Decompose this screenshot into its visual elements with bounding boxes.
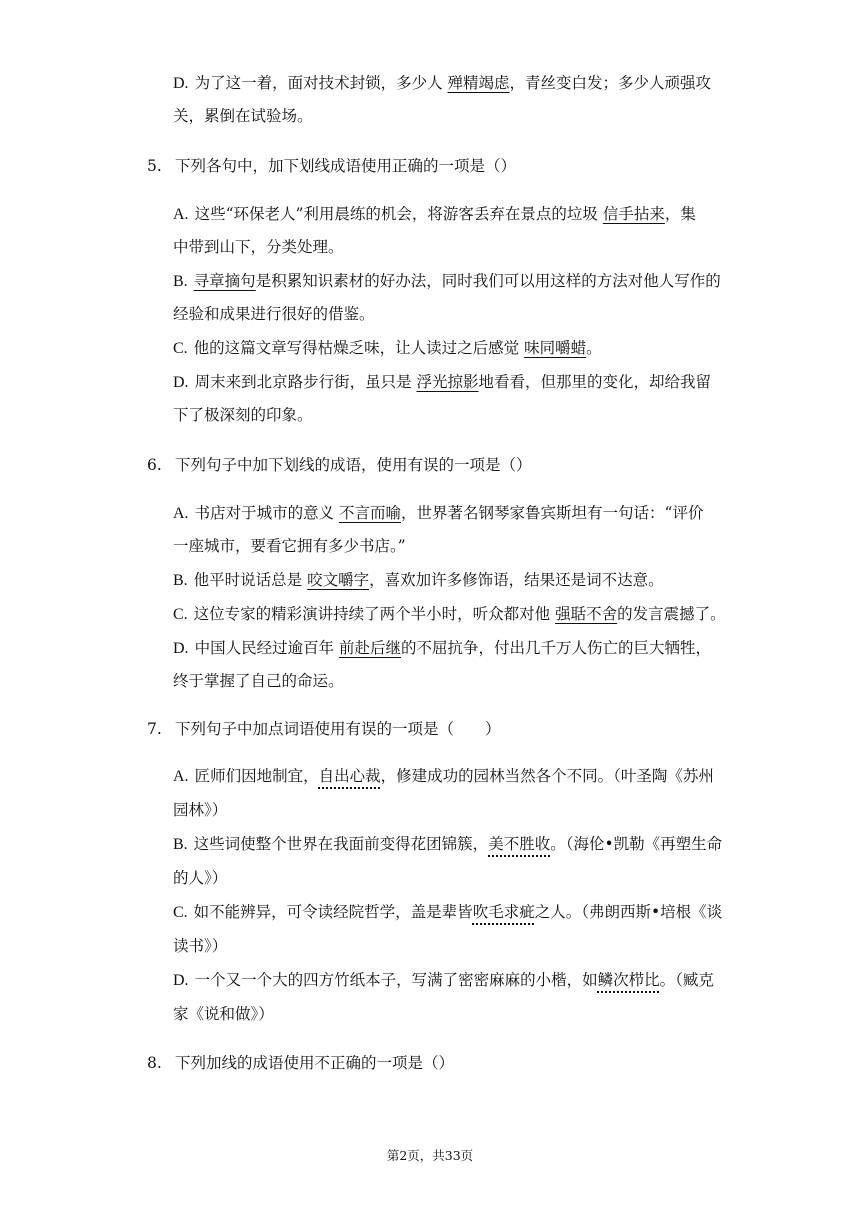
question-number: 5.	[147, 157, 162, 175]
option-label: C.	[173, 340, 188, 357]
q4-option-d-continued: 关，累倒在试验场。	[173, 107, 313, 125]
option-label: A.	[173, 768, 189, 785]
q6-option-b[interactable]: B. 他平时说话总是 咬文嚼字，喜欢加许多修饰语，结果还是词不达意。	[173, 571, 664, 589]
option-label: D.	[173, 972, 189, 989]
q7-option-d[interactable]: D. 一个又一个大的四方竹纸本子，写满了密密麻麻的小楷，如鳞次栉比。（臧克	[173, 971, 714, 989]
question-text: 下列各句中，加下划线成语使用正确的一项是（）	[175, 157, 517, 175]
underlined-idiom: 味同嚼蜡	[524, 339, 587, 357]
q6-option-a-continued: 一座城市，要看它拥有多少书店。”	[173, 537, 406, 555]
underlined-idiom: 浮光掠影	[416, 373, 479, 391]
q6-option-c[interactable]: C. 这位专家的精彩演讲持续了两个半小时，听众都对他 强聒不舍的发言震撼了。	[173, 605, 726, 623]
q7-option-b[interactable]: B. 这些词使整个世界在我面前变得花团锦簇，美不胜收。（海伦•凯勒《再塑生命	[173, 835, 723, 853]
option-label: A.	[173, 505, 189, 522]
q7-option-b-continued: 的人》）	[173, 869, 228, 887]
dotted-phrase: 美不胜收	[488, 835, 551, 853]
option-label: C.	[173, 904, 188, 921]
q6-option-a[interactable]: A. 书店对于城市的意义 不言而喻，世界著名钢琴家鲁宾斯坦有一句话：“评价	[173, 504, 704, 522]
question-5	[147, 155, 517, 177]
option-label: B.	[173, 572, 188, 589]
dotted-phrase: 自出心裁	[318, 767, 381, 785]
option-label: D.	[173, 75, 189, 92]
option-label: D.	[173, 640, 189, 657]
option-label: C.	[173, 606, 188, 623]
underlined-idiom: 不言而喻	[339, 504, 402, 522]
q6-option-d[interactable]: D. 中国人民经过逾百年 前赴后继的不屈抗争，付出几千万人伤亡的巨大牺牲，	[173, 639, 712, 657]
question-number: 6.	[147, 456, 162, 474]
underlined-idiom: 殚精竭虑	[447, 74, 510, 92]
question-6	[147, 454, 532, 476]
option-label: D.	[173, 374, 189, 391]
option-label: A.	[173, 206, 189, 223]
q5-option-d-continued: 下了极深刻的印象。	[173, 406, 313, 424]
underlined-idiom: 信手拈来	[602, 205, 665, 223]
q4-option-d[interactable]: D. 为了这一着，面对技术封锁，多少人 殚精竭虑，青丝变白发；多少人顽强攻	[173, 74, 712, 92]
q7-option-c[interactable]: C. 如不能辨异，可令读经院哲学，盖是辈皆吹毛求疵之人。（弗朗西斯•培根《谈	[173, 903, 723, 921]
q5-option-a[interactable]: A. 这些“环保老人”利用晨练的机会，将游客丢弃在景点的垃圾 信手拈来，集	[173, 205, 696, 223]
question-8	[147, 1052, 455, 1074]
option-label: B.	[173, 273, 188, 290]
underlined-idiom: 前赴后继	[339, 639, 402, 657]
q5-option-a-continued: 中带到山下，分类处理。	[173, 238, 344, 256]
q5-option-d[interactable]: D. 周末来到北京路步行街，虽只是 浮光掠影地看看，但那里的变化，却给我留	[173, 373, 712, 391]
page-footer: 第2页，共33页	[386, 1148, 474, 1163]
q5-option-b-continued: 经验和成果进行很好的借鉴。	[173, 305, 375, 323]
dotted-phrase: 鳞次栉比	[597, 971, 660, 989]
underlined-idiom: 强聒不舍	[555, 605, 618, 623]
question-text: 下列句子中加下划线的成语，使用有误的一项是（）	[175, 456, 532, 474]
underlined-idiom: 咬文嚼字	[307, 571, 370, 589]
question-number: 8.	[147, 1054, 162, 1072]
q7-option-d-continued: 家《说和做》）	[173, 1005, 274, 1023]
underlined-idiom: 寻章摘句	[193, 272, 256, 290]
dotted-phrase: 吹毛求疵	[472, 903, 535, 921]
q7-option-a[interactable]: A. 匠师们因地制宜，自出心裁，修建成功的园林当然各个不同。（叶圣陶《苏州	[173, 767, 714, 785]
question-text: 下列句子中加点词语使用有误的一项是（ ）	[175, 720, 501, 738]
question-text: 下列加线的成语使用不正确的一项是（）	[175, 1054, 455, 1072]
q7-option-a-continued: 园林》）	[173, 801, 228, 819]
q5-option-b[interactable]: B. 寻章摘句是积累知识素材的好办法，同时我们可以用这样的方法对他人写作的	[173, 272, 721, 290]
q5-option-c[interactable]: C. 他的这篇文章写得枯燥乏味，让人读过之后感觉 味同嚼蜡。	[173, 339, 602, 357]
q7-option-c-continued: 读书》）	[173, 937, 228, 955]
question-7	[147, 718, 501, 740]
question-number: 7.	[147, 720, 162, 738]
q6-option-d-continued: 终于掌握了自己的命运。	[173, 672, 344, 690]
option-label: B.	[173, 836, 188, 853]
